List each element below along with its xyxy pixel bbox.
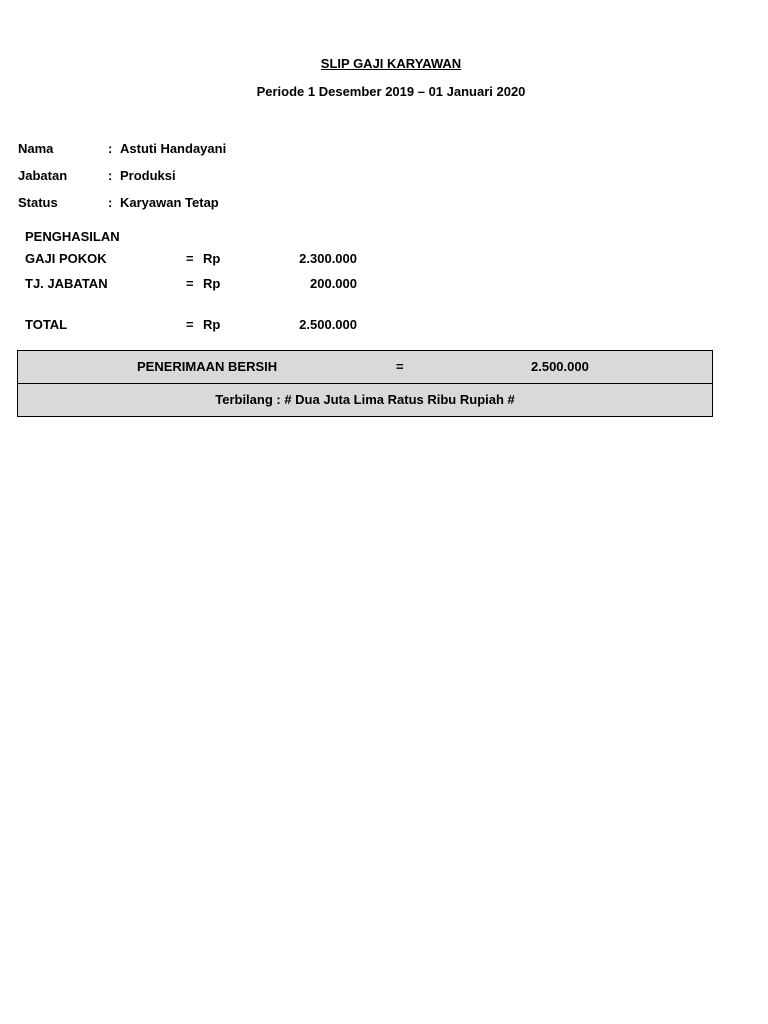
income-row-label: TJ. JABATAN	[25, 276, 108, 291]
income-section-title: PENGHASILAN	[25, 229, 120, 244]
net-pay-amount: 2.500.000	[531, 359, 589, 374]
income-row-label: GAJI POKOK	[25, 251, 107, 266]
position-label: Jabatan	[18, 168, 68, 183]
position-colon: :	[108, 168, 113, 183]
income-row-currency: Rp	[203, 251, 221, 266]
total-currency: Rp	[203, 317, 221, 332]
name-label: Nama	[18, 141, 54, 156]
status-label: Status	[18, 195, 58, 210]
income-row-currency: Rp	[203, 276, 221, 291]
period-text: Periode 1 Desember 2019 – 01 Januari 2020	[256, 84, 526, 99]
position-value: Produksi	[120, 168, 176, 183]
total-label: TOTAL	[25, 317, 68, 332]
total-equals: =	[186, 317, 194, 332]
income-row-amount: 200.000	[310, 276, 357, 291]
name-colon: :	[108, 141, 113, 156]
net-pay-box	[17, 350, 713, 417]
net-pay-row	[18, 351, 712, 384]
net-pay-label: PENERIMAAN BERSIH	[137, 359, 278, 374]
income-row-equals: =	[186, 251, 194, 266]
net-pay-equals: =	[396, 359, 404, 374]
status-value: Karyawan Tetap	[120, 195, 219, 210]
income-row-amount: 2.300.000	[299, 251, 357, 266]
status-colon: :	[108, 195, 113, 210]
spelled-amount-row	[18, 384, 712, 416]
name-value: Astuti Handayani	[120, 141, 227, 156]
total-amount: 2.500.000	[299, 317, 357, 332]
spelled-amount-text: Terbilang : # Dua Juta Lima Ratus Ribu Rupiah #	[215, 392, 515, 407]
document-title: SLIP GAJI KARYAWAN	[320, 56, 462, 71]
income-row-equals: =	[186, 276, 194, 291]
